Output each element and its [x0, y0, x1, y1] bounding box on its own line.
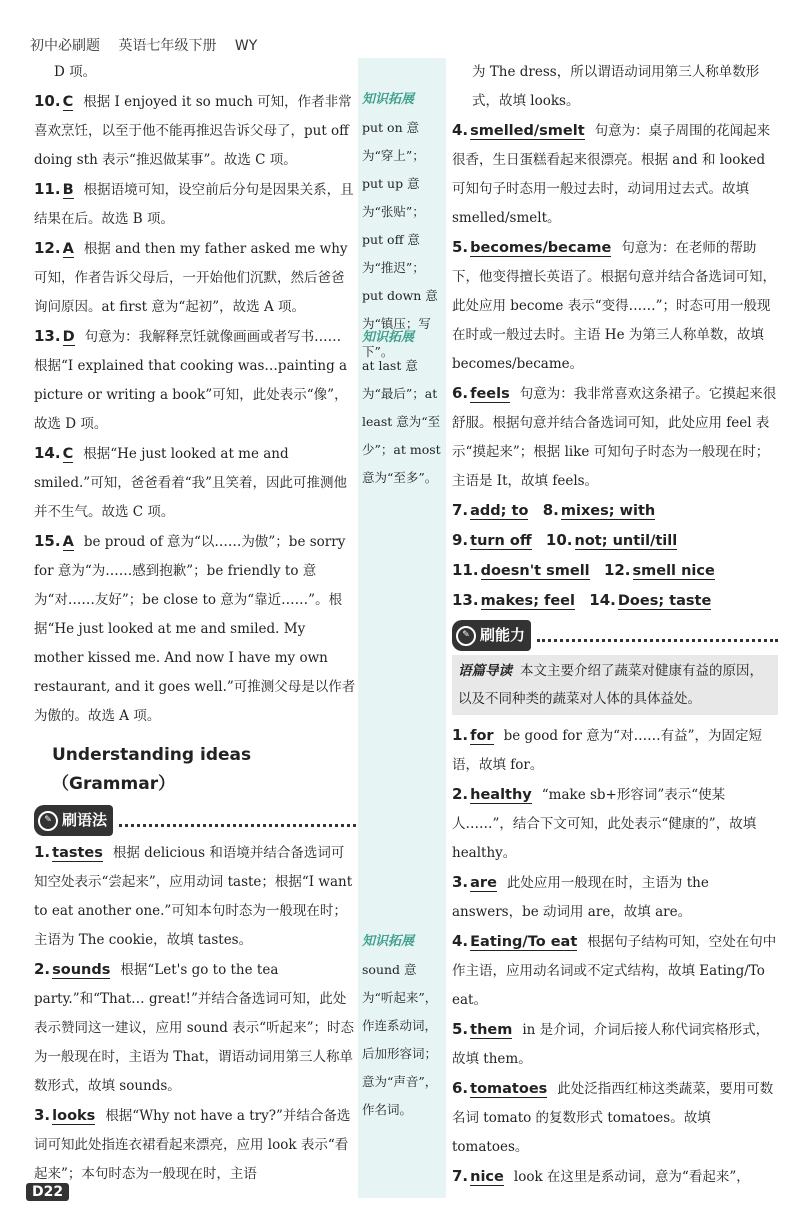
answer-item: 1. tastes 根据 delicious 和语境并结合备选词可知空处表示“尝起来”，应用动词 taste；根据“I want to eat another one.”可知本句时态为一般现在时；主语为 The cookie，故填 tastes。	[34, 843, 353, 948]
reading-label: 语篇导读	[458, 663, 512, 679]
short-answer-row: 7. add; to 8. mixes; with	[452, 501, 656, 519]
page-number: D22	[26, 1183, 69, 1201]
dotted-divider	[119, 814, 356, 827]
continuation-line: D 项。	[54, 64, 97, 80]
tip-title: 知识拓展	[362, 934, 415, 949]
answer-item: 6. tomatoes 此处泛指西红柿这类蔬菜，要用可数名词 tomato 的复数形式 tomatoes。故填 tomatoes。	[452, 1079, 774, 1155]
tip-text: at last 意为“最后”；at least 意为“至少”；at most 意为“至多”。	[362, 358, 441, 485]
tip-title: 知识拓展	[362, 330, 415, 345]
answer-item: 6. feels 句意为：我非常喜欢这条裙子。它摸起来很舒服。根据句意并结合备选词可知，此处应用 feel 表示“摸起来”；根据 like 可知句子时态为一般现在时；主语是 It，故填 feels。	[452, 384, 777, 489]
answer-item: 5. them in 是介词，介词后接人称代词宾格形式，故填 them。	[452, 1020, 770, 1067]
short-answer-row: 11. doesn't smell 12. smell nice	[452, 561, 715, 579]
grammar-tag	[34, 805, 356, 836]
left-column	[34, 58, 356, 1189]
answer-item: 13. D 句意为：我解释烹饪就像画画或者写书…… 根据“I explained that cooking was…painting a picture or writing a book”可知，此处表示“像”，故选 D 项。	[34, 327, 348, 432]
answer-item: 3. looks 根据“Why not have a try?”并结合备选词可知此处指连衣裙看起来漂亮，应用 look 表示“看起来”；本句时态为一般现在时，主语	[34, 1106, 351, 1182]
answer-item: 12. A 根据 and then my father asked me why 可知，作者告诉父母后，一开始他们沉默，然后爸爸询问原因。at first 意为“起初”，故选 A 项。	[34, 239, 348, 315]
reading-text: 本文主要介绍了蔬菜对健康有益的原因，以及不同种类的蔬菜对人体的具体益处。	[458, 663, 763, 707]
short-answer-row: 13. makes; feel 14. Does; taste	[452, 591, 712, 609]
knowledge-tip-2	[362, 324, 444, 492]
answer-item: 15. A be proud of 意为“以……为傲”；be sorry for 意为“为……感到抱歉”；be friendly to 意为“对……友好”；be close to 意为“靠近……”。根据“He just looked at me and smiled. My mother kissed me. And now I have my own restaurant, and it goes well.”可推测父母是以作者为傲的。故选 A 项。	[34, 532, 356, 724]
tag-label: 刷语法	[62, 811, 108, 829]
reading-guide	[452, 655, 778, 715]
answer-item: 1. for be good for 意为“对……有益”，为固定短语，故填 for。	[452, 726, 762, 773]
right-column	[452, 58, 778, 1192]
section-title: Understanding ideas（Grammar）	[52, 745, 252, 794]
tip-text: sound 意为“听起来”，作连系动词，后加形容词；意为“声音”，作名词。	[362, 962, 438, 1117]
answer-item: 4. smelled/smelt 句意为：桌子周围的花闻起来很香，生日蛋糕看起来很漂亮。根据 and 和 looked 可知句子时态用一般过去时，动词用过去式。故填 smelled/smelt。	[452, 121, 771, 226]
book-title: 初中必刷题	[30, 38, 100, 54]
tip-text: put on 意为“穿上”；put up 意为“张贴”；put off 意为“推迟”；put down 意为“镇压；写下”。	[362, 120, 438, 359]
answer-item: 5. becomes/became 句意为：在老师的帮助下，他变得擅长英语了。根据句意并结合备选词可知，此处应用 become 表示“变得……”；时态可用一般现在时或一般过去时。主语 He 为第三人称单数，故填 becomes/became。	[452, 238, 776, 372]
tip-title: 知识拓展	[362, 92, 415, 107]
answer-item: 10. C 根据 I enjoyed it so much 可知，作者非常喜欢烹饪，以至于他不能再推迟告诉父母了，put off doing sth 表示“推迟做某事”。故选 C 项。	[34, 92, 352, 168]
knowledge-tip-3	[362, 928, 444, 1124]
subject-title: 英语七年级下册	[118, 38, 217, 54]
edition-label: WY	[234, 38, 258, 54]
tag-label: 刷能力	[480, 626, 526, 644]
answer-item: 4. Eating/To eat 根据句子结构可知，空处在句中作主语，应用动名词或不定式结构，故填 Eating/To eat。	[452, 932, 777, 1008]
brush-icon: ✎	[38, 811, 58, 831]
short-answer-row: 9. turn off 10. not; until/till	[452, 531, 678, 549]
brush-icon: ✎	[456, 626, 476, 646]
answer-item: 14. C 根据“He just looked at me and smiled.”可知，爸爸看着“我”且笑着，因此可推测他并不生气。故选 C 项。	[34, 444, 347, 520]
dotted-divider	[537, 629, 778, 642]
answer-item: 11. B 根据语境可知，设空前后分句是因果关系，且结果在后。故选 B 项。	[34, 180, 354, 227]
ability-tag	[452, 620, 778, 651]
continuation-text: 为 The dress，所以谓语动词用第三人称单数形式，故填 looks。	[472, 64, 760, 109]
answer-item: 7. nice look 在这里是系动词，意为“看起来”，	[452, 1167, 750, 1185]
page-header	[30, 35, 271, 55]
answer-item: 2. healthy “make sb+形容词”表示“使某人……”，结合下文可知，此处表示“健康的”，故填 healthy。	[452, 785, 757, 861]
answer-item: 2. sounds 根据“Let's go to the tea party.”和“That… great!”并结合备选词可知，此处表示赞同这一建议，应用 sound 表示“听起来”；时态为一般现在时，主语为 That，谓语动词用第三人称单数形式，故填 sounds。	[34, 960, 354, 1094]
answer-item: 3. are 此处应用一般现在时，主语为 the answers，be 动词用 are，故填 are。	[452, 873, 709, 920]
